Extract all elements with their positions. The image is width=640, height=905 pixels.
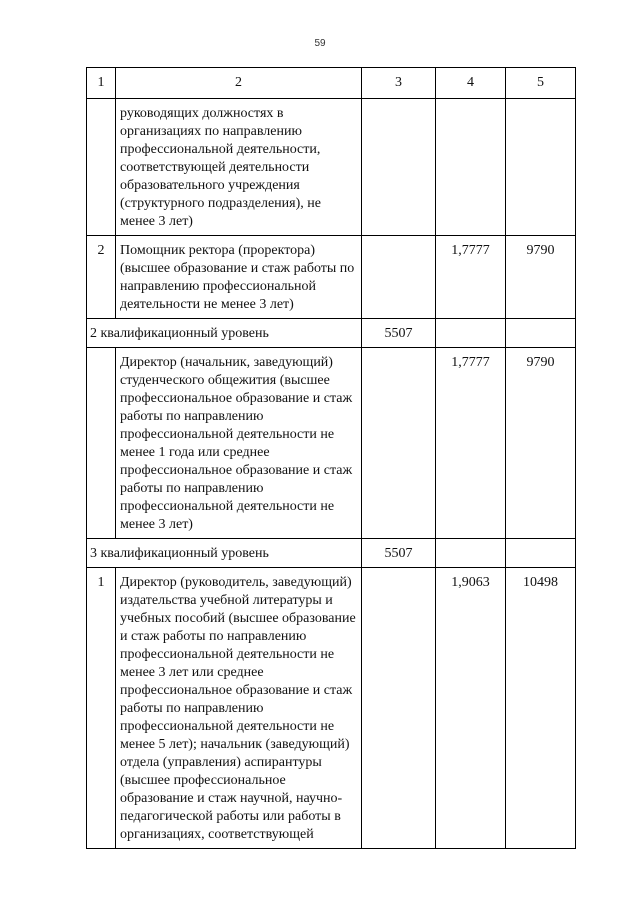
salary-cell bbox=[506, 99, 576, 236]
table-row bbox=[87, 348, 576, 539]
table-row bbox=[87, 99, 576, 236]
salary-cell bbox=[506, 319, 576, 348]
position-description: Директор (начальник, заведующий) студенческого общежития (высшее профессиональное образование и стаж работы по направлению профессиональной деятельности не менее 1 года или среднее профессиональное образование и стаж работы по направлению профессиональной деятельности не менее 3 лет) bbox=[116, 348, 362, 539]
base-salary-cell bbox=[362, 236, 436, 319]
table-header-row bbox=[87, 68, 576, 99]
page-number: 59 bbox=[314, 38, 326, 49]
header-cell: 4 bbox=[436, 68, 506, 99]
qualification-level-row bbox=[87, 539, 576, 568]
header-cell: 1 bbox=[87, 68, 116, 99]
coefficient-cell: 1,9063 bbox=[436, 568, 506, 849]
salary-cell bbox=[506, 539, 576, 568]
row-number: 2 bbox=[87, 236, 116, 319]
table-row bbox=[87, 568, 576, 849]
salary-cell: 9790 bbox=[506, 236, 576, 319]
salary-cell: 9790 bbox=[506, 348, 576, 539]
coefficient-cell: 1,7777 bbox=[436, 236, 506, 319]
qualification-level-label: 3 квалификационный уровень bbox=[87, 539, 362, 568]
header-cell: 2 bbox=[116, 68, 362, 99]
row-number: 1 bbox=[87, 568, 116, 849]
base-salary-cell: 5507 bbox=[362, 319, 436, 348]
coefficient-cell bbox=[436, 99, 506, 236]
coefficient-cell bbox=[436, 319, 506, 348]
qualification-level-label: 2 квалификационный уровень bbox=[87, 319, 362, 348]
base-salary-cell: 5507 bbox=[362, 539, 436, 568]
position-description: руководящих должностях в организациях по направлению профессиональной деятельности, соответствующей деятельности образовательного учреждения (структурного подразделения), не менее 3 лет) bbox=[116, 99, 362, 236]
header-cell: 5 bbox=[506, 68, 576, 99]
header-cell: 3 bbox=[362, 68, 436, 99]
table-row bbox=[87, 236, 576, 319]
row-number bbox=[87, 348, 116, 539]
salary-table bbox=[86, 67, 576, 849]
base-salary-cell bbox=[362, 99, 436, 236]
coefficient-cell: 1,7777 bbox=[436, 348, 506, 539]
position-description: Помощник ректора (проректора) (высшее образование и стаж работы по направлению профессиональной деятельности не менее 3 лет) bbox=[116, 236, 362, 319]
position-description: Директор (руководитель, заведующий) издательства учебной литературы и учебных пособий (высшее образование и стаж работы по направлению профессиональной деятельности не менее 3 лет или среднее профессиональное образование и стаж работы по направлению профессиональной деятельности не менее 5 лет); начальник (заведующий) отдела (управления) аспирантуры (высшее профессиональное образование и стаж научной, научно-педагогической работы или работы в организациях, соответствующей bbox=[116, 568, 362, 849]
base-salary-cell bbox=[362, 568, 436, 849]
row-number bbox=[87, 99, 116, 236]
salary-cell: 10498 bbox=[506, 568, 576, 849]
qualification-level-row bbox=[87, 319, 576, 348]
coefficient-cell bbox=[436, 539, 506, 568]
base-salary-cell bbox=[362, 348, 436, 539]
